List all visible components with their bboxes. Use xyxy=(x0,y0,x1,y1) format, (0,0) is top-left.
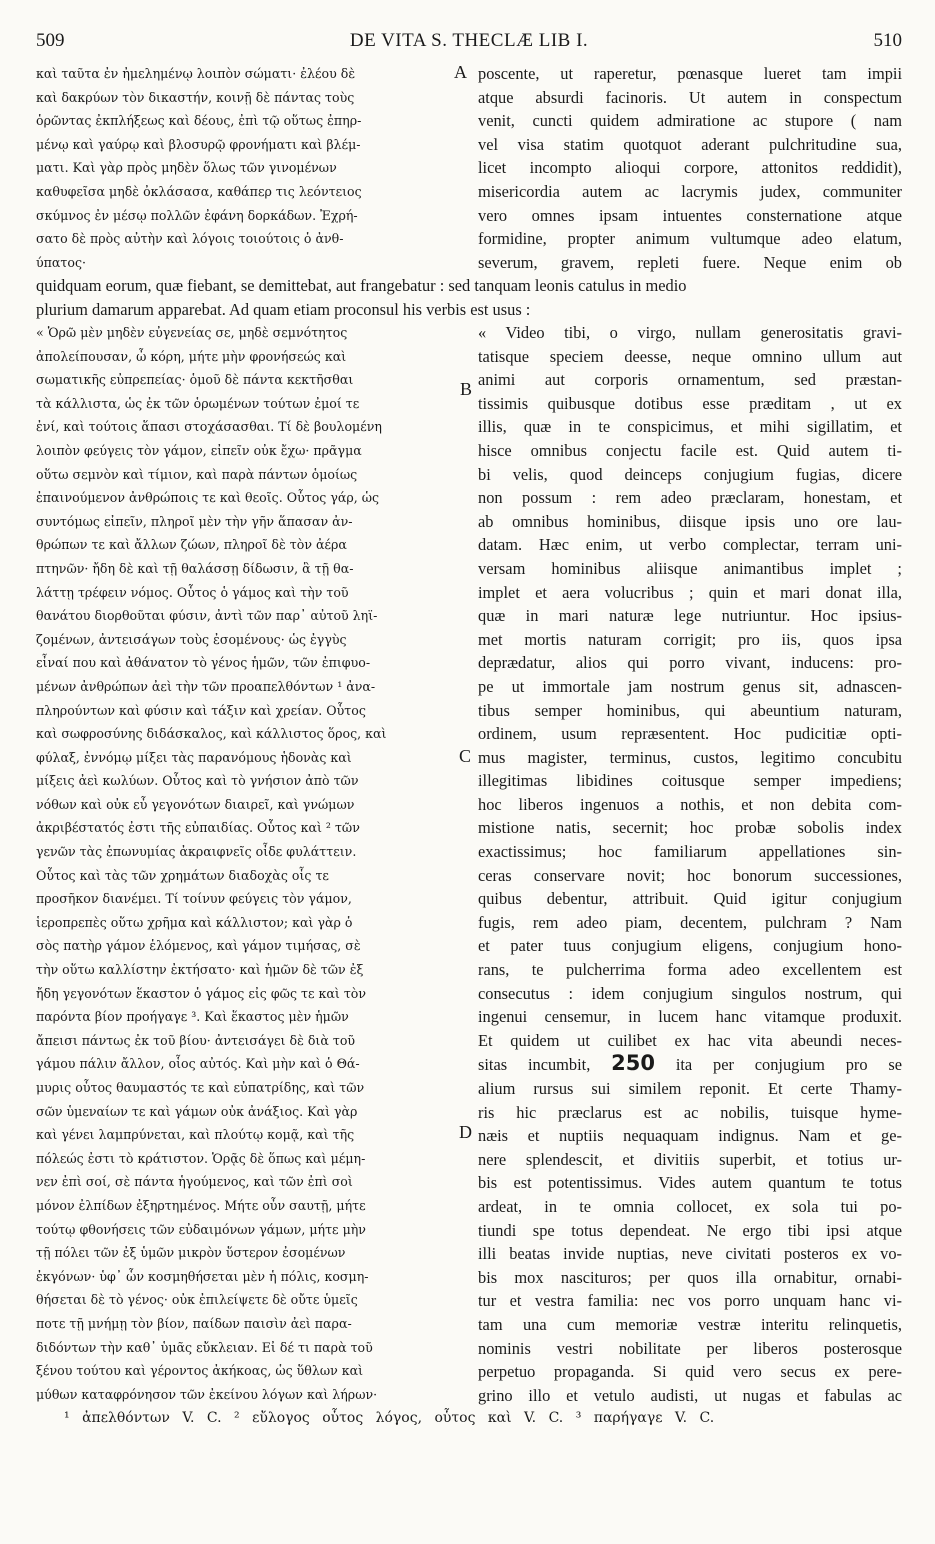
latin-line: rans, te pulcherrima forma adeo excellentem est xyxy=(478,960,902,980)
greek-line: ἀπολείπουσαν, ὦ κόρη, μήτε μὴν φρονήσεώς καὶ xyxy=(36,348,347,364)
latin-line: fugis, rem adeo piam, decentem, pulchram ? Nam xyxy=(478,912,902,932)
latin-line: bi velis, quod deinceps conjugium fugias, dicere xyxy=(478,464,902,484)
greek-line: νεν ἐπὶ σοί, σὲ πάντα ἡγούμενος, καὶ τῶν ἐπὶ σοὶ xyxy=(36,1174,353,1190)
greek-line: ποτε τῇ μνήμῃ τὸν βίον, παίδων παισὶν ἀεὶ παρα- xyxy=(36,1315,352,1331)
greek-line: καὶ γένει λαμπρύνεται, καὶ πλούτῳ κομᾷ, καὶ τῆς xyxy=(36,1127,355,1143)
latin-line: tissimis quibusque dotibus esse præditam , ut ex xyxy=(478,393,902,413)
greek-line: σωματικῆς εὐπρεπείας· ὁμοῦ δὲ πάντα κεκτῆσθαι xyxy=(36,372,354,388)
latin-line: poscente, ut raperetur, pœnasque lueret tam impii xyxy=(478,64,902,83)
greek-line: μόνον ἐλπίδων ἐξηρτημένος. Μήτε οὖν σαυτῇ, μήτε xyxy=(36,1197,366,1213)
greek-line: λοιπὸν φεύγεις τὸν γάμον, εἰπεῖν οὐκ ἔχω· πρᾶγμα xyxy=(36,442,362,458)
latin-line: tur et vestra familia: nec vos porro unquam hanc vi- xyxy=(478,1291,902,1311)
latin-line: venit, cuncti quidem admiratione ac stupore ( nam xyxy=(478,111,902,131)
greek-line: σῶν ὑμεναίων τε καὶ γάμων οὐκ ἀνάξιος. Καὶ γὰρ xyxy=(36,1103,358,1119)
latin-line: ordinem, usum repræsentent. Hoc pudicitiæ opti- xyxy=(478,724,902,744)
greek-line: προσῆκον διανέμει. Τί τοίνυν φεύγεις τὸν γάμον, xyxy=(36,891,352,907)
running-title: DE VITA S. THECLÆ LIB I. xyxy=(349,30,589,51)
latin-column-1 xyxy=(478,62,902,274)
page-number-right: 510 xyxy=(873,30,902,51)
greek-line: μύθων καταφρόνησον τῶν ἐκείνου λόγων καὶ λήρων· xyxy=(36,1386,378,1402)
greek-line: θρώπων τε καὶ ἄλλων ζώων, πληροῖ δὲ τὸν ἀέρα xyxy=(36,537,347,553)
greek-line: συντόμως εἰπεῖν, πληροῖ μὲν τὴν γῆν ἅπασαν ἀν- xyxy=(36,513,353,529)
page xyxy=(36,30,902,1433)
greek-line: θήσεται δὲ τὸ γένος· οὐκ ἐπιλείψετε δὲ οὔτε ὑμεῖς xyxy=(36,1292,358,1308)
latin-line: bis mox nascituros; per quos illa ornabitur, ornabi- xyxy=(478,1267,902,1287)
latin-line: licet incompto alioqui corpore, attonitos reddidit), xyxy=(478,158,902,178)
greek-line: ζομένων, ἀντεισάγων τοὺς ἐσομένους· ὡς ἐγγὺς xyxy=(36,631,347,647)
latin-column-2 xyxy=(478,321,902,1407)
latin-line: datam. Hæc enim, ut verbo complectar, terram uni- xyxy=(478,535,902,555)
latin-line-number: sitas incumbit, 250 ita per conjugium pro se xyxy=(478,1052,902,1076)
latin-line: vel visa statim quotquot aderant pulchritudine sua, xyxy=(478,134,902,154)
greek-line: μένων ἀνθρώπων ἀεὶ τὴν τῶν προαπελθόντων ¹ ἀνα- xyxy=(36,678,376,694)
footnotes: ¹ ἀπελθόντων V. C. ² εὔλογος οὗτος λόγος, οὗτος καὶ V. C. ³ παρήγαγε V. C. xyxy=(64,1410,715,1426)
greek-line: παρόντα βίον προήγαγε ³. Καὶ ἕκαστος μὲν ἡμῶν xyxy=(36,1009,349,1025)
greek-line: ἀκριβέστατός ἐστι τῆς εὐπαιδίας. Οὗτος καὶ ² τῶν xyxy=(36,820,360,836)
section-1 xyxy=(36,62,902,274)
latin-line: tam una cum memoriæ vestræ interitu relinquetis, xyxy=(478,1314,902,1334)
greek-line: μένῳ καὶ γαύρῳ καὶ βλοσυρῷ φρονήματι καὶ βλέμ- xyxy=(36,136,361,152)
greek-line: τῇ πόλει τῶν ἐξ ὑμῶν μικρὸν ὕστερον ἐσομένων xyxy=(36,1245,346,1261)
greek-line: γάμου πάλιν ἄλλον, οἷος αὐτός. Καὶ μὴν καὶ ὁ Θά- xyxy=(36,1056,360,1072)
latin-line: tatisque speciem deesse, neque omnino ullum aut xyxy=(478,346,902,366)
latin-line-with-number: Et quidem ut cuilibet ex hac vita abeundi neces- xyxy=(478,1030,902,1050)
greek-line: τὰ κάλλιστα, ὡς ἐκ τῶν ὁρωμένων τούτων ἐμοί τε xyxy=(36,395,360,411)
latin-line: illi beatas invide nuptias, neve civitati posteros ex vo- xyxy=(478,1244,902,1264)
full-width-lines xyxy=(36,274,902,321)
greek-line: ύπατος· xyxy=(36,254,87,270)
greek-line: φύλαξ, ἐννόμῳ μίξει τὰς παρανόμους ἡδονὰς καὶ xyxy=(36,749,352,765)
greek-column-2 xyxy=(36,321,466,1406)
latin-line: nominis vestri nobilitate per liberos posterosque xyxy=(478,1338,902,1358)
latin-line: nere splendescit, et divitiis superbit, et totius ur- xyxy=(478,1149,902,1169)
greek-line: ἐνί, καὶ τούτοις ἅπασι στοχάσασθαι. Τί δὲ βουλομένη xyxy=(36,419,382,435)
greek-line: ξένου τούτου καὶ γέροντος ἀκήκοας, ὡς ὕθλων καὶ xyxy=(36,1363,364,1379)
latin-line: ingenui censemur, in lucem hanc vitamque produxit. xyxy=(478,1007,902,1027)
greek-line: τούτῳ φθονήσεις τῶν εὐδαιμόνων γάμων, μήτε μὴν xyxy=(36,1221,366,1237)
greek-line: ἄπεισι πάντως ἐκ τοῦ βίου· ἀντεισάγει δὲ διὰ τοῦ xyxy=(36,1032,356,1048)
greek-line: θανάτου διορθοῦται φύσιν, ἀντὶ τῶν παρ᾽ αὐτοῦ ληϊ- xyxy=(36,608,378,624)
latin-line: tiundi spe totus dependeat. Ne ergo tibi ipsi atque xyxy=(478,1220,902,1240)
latin-line: met mortis naturam corrigit; pro iis, quos ipsa xyxy=(478,629,902,649)
greek-line: εἶναί που καὶ ἀθάνατον τὸ γένος ἡμῶν, τῶν ἐπιφυο- xyxy=(36,655,371,671)
greek-line: σὸς πατὴρ γάμον ἑλόμενος, καὶ γάμον τιμήσας, σὲ xyxy=(36,938,361,954)
greek-line: τὴν οὕτω καλλίστην ἐκτήσατο· καὶ ἡμῶν δὲ τῶν ἐξ xyxy=(36,962,364,978)
latin-line: et pater tuus conjugium eligens, conjugium hono- xyxy=(478,936,902,956)
latin-line: quæ in mari naturæ lege nutriuntur. Hoc ipsius- xyxy=(478,606,902,626)
latin-line: atque absurdi facinoris. Ut autem in conspectum xyxy=(478,87,902,107)
latin-line: implet et aera volucribus ; quin et mari donat illa, xyxy=(478,582,902,602)
greek-line: λάττῃ τρέφειν νόμος. Οὗτος ὁ γάμος καὶ τὴν τοῦ xyxy=(36,584,349,600)
latin-line: næis et nuptiis nequaquam indignus. Nam et ge- xyxy=(478,1126,902,1146)
latin-line: animi aut corporis ornamentum, sed præstan- xyxy=(478,370,902,390)
latin-line: mus magister, terminus, custos, legitimo concubitu xyxy=(478,747,902,767)
greek-line: καθυφεῖσα μηδὲ ὀκλάσασα, καθάπερ τις λεόντειος xyxy=(36,183,362,199)
margin-marker-b: B xyxy=(460,379,473,399)
greek-line: νόθων καὶ οὐκ εὖ γεγονότων διαιρεῖ, καὶ γνώμων xyxy=(36,796,355,812)
latin-line: tibus semper hominibus, qui abeuntium naturam, xyxy=(478,700,902,720)
latin-line: « Video tibi, o virgo, nullam generositatis gravi- xyxy=(478,323,902,342)
greek-line: ματι. Καὶ γὰρ πρὸς μηδὲν ὅλως τῶν γινομένων xyxy=(36,160,337,176)
greek-line: οὕτω σεμνὸν καὶ τίμιον, καὶ παρὰ πάντων ὁμοίως xyxy=(36,466,358,482)
latin-line: consecutus : idem conjugium singulos nostrum, qui xyxy=(478,983,902,1003)
column-number: 250 xyxy=(611,1052,655,1076)
latin-line: pe ut immortale jam nostrum genus sit, adnascen- xyxy=(478,676,902,696)
latin-line: formidine, propter animum vultumque adeo elatum, xyxy=(478,229,902,249)
latin-line: ardeat, in te omnia collocet, ex sola tui po- xyxy=(478,1196,902,1216)
greek-line: ἐκγόνων· ὑφ᾽ ὧν κοσμηθήσεται μὲν ἡ πόλις, κοσμη- xyxy=(36,1268,369,1284)
greek-line: γενῶν τὰς ἐπωνυμίας ἀκραιφνεῖς οἶδε φυλάττειν. xyxy=(36,844,357,860)
greek-line: ἱεροπρεπὲς οὕτω χρῆμα καὶ κάλλιστον; καὶ γὰρ ὁ xyxy=(36,914,353,930)
latin-line: ab omnibus hominibus, diisque ipsis uno ore lau- xyxy=(478,511,902,531)
latin-line: severum, gravem, repleti fuere. Neque enim ob xyxy=(478,252,902,272)
greek-line: ἤδη γεγονότων ἕκαστον ὁ γάμος εἰς φῶς τε καὶ τὸν xyxy=(36,985,367,1001)
margin-marker-a: A xyxy=(454,62,467,82)
greek-line: ὁρῶντας ἐκπλήξεως καὶ δέους, ἐπὶ τῷ οὕτως ἐπηρ- xyxy=(36,113,362,129)
latin-line: ris hic præclarus est ac nobilis, tuisque hyme- xyxy=(478,1102,902,1122)
greek-line: « Ὁρῶ μὲν μηδὲν εὐγενείας σε, μηδὲ σεμνότητος xyxy=(36,325,348,340)
latin-line: exactissimus; hoc familiarum appellationes sin- xyxy=(478,842,902,862)
latin-line: mistione natis, secernit; hoc probæ sobolis index xyxy=(478,818,902,838)
latin-line: illis, quæ in te conspicimus, et mihi sigillatim, et xyxy=(478,417,902,437)
greek-line: καὶ ταῦτα ἐν ἠμελημένῳ λοιπὸν σώματι· ἐλέου δὲ xyxy=(36,66,356,81)
margin-marker-d: D xyxy=(459,1122,472,1142)
greek-line: πτηνῶν· ἤδη δὲ καὶ τῇ θαλάσσῃ δίδωσιν, ἃ τῇ θα- xyxy=(36,560,354,576)
latin-line: deprædatur, alios qui porro vivant, inducens: pro- xyxy=(478,653,902,673)
margin-marker-c: C xyxy=(459,746,472,766)
greek-line: Οὗτος καὶ τὰς τῶν χρημάτων διαδοχὰς οἷς τε xyxy=(36,867,329,883)
latin-line: vero omnes ipsam intuentes consternatione atque xyxy=(478,205,902,225)
greek-line: πληρούντων καὶ φύσιν καὶ τάξιν καὶ χρείαν. Οὗτος xyxy=(36,702,366,718)
full-width-line: quidquam eorum, quæ fiebant, se demittebat, aut frangebatur : sed tanquam leonis catulus in medio xyxy=(36,276,687,295)
latin-line: ceras conservare novit; hoc bonorum successiones, xyxy=(478,865,902,885)
latin-line: versam hominibus aliisque animantibus implet ; xyxy=(478,558,902,578)
full-width-line: plurium damarum apparebat. Ad quam etiam proconsul his verbis est usus : xyxy=(36,299,531,319)
greek-line: διδόντων τὴν καθ᾽ ὑμᾶς εὔκλειαν. Εἰ δέ τι παρὰ τοῦ xyxy=(36,1339,373,1355)
latin-line: illegitimas libidines coitusque semper impediens; xyxy=(478,771,902,791)
greek-line: πόλεώς ἐστι τὸ κράτιστον. Ὁρᾷς δὲ ὅπως καὶ μέμη- xyxy=(36,1150,366,1166)
greek-line: μυρις οὗτος θαυμαστός τε καὶ εὐπατρίδης, καὶ τῶν xyxy=(36,1080,365,1095)
latin-line: perpetuo propaganda. Si quid vero secus ex pere- xyxy=(478,1362,902,1382)
latin-line: bis est potentissimus. Vides autem quantum te totus xyxy=(478,1173,902,1193)
greek-line: σκύμνος ἐν μέσῳ πολλῶν ἐφάνη δορκάδων. Ἐχρή- xyxy=(36,207,358,223)
latin-line: grino illo et vetulo audisti, ut nugas et fabulas ac xyxy=(478,1385,902,1405)
greek-column-1 xyxy=(36,62,466,274)
latin-line: hisce omnibus conjectu facile est. Quid autem ti- xyxy=(478,440,902,460)
page-header xyxy=(36,30,902,62)
latin-line: hoc liberos ingenuos a nothis, et non debita com- xyxy=(478,794,902,814)
latin-line: misericordia autem ac lacrymis judex, communiter xyxy=(478,181,902,201)
greek-line: ἐπαινούμενον ἀνθρώποις τε καὶ θεοῖς. Οὗτος γάρ, ὡς xyxy=(36,490,380,506)
section-2 xyxy=(36,321,902,1433)
greek-line: σατο δὲ πρὸς αὐτὴν καὶ λόγοις τοιούτοις ὁ ἀνθ- xyxy=(36,231,344,247)
page-number-left: 509 xyxy=(36,30,65,51)
greek-line: καὶ σωφροσύνης διδάσκαλος, καὶ κάλλιστος ὅρος, καὶ xyxy=(36,726,387,742)
latin-line: quibus debentur, attribuit. Quid igitur conjugium xyxy=(478,889,902,909)
latin-line: alium rursus sui similem reponit. Et certe Thamy- xyxy=(478,1079,902,1098)
greek-line: μίξεις ἀεὶ κωλύων. Οὗτος καὶ τὸ γνήσιον ἀπὸ τῶν xyxy=(36,773,359,789)
greek-line: καὶ δακρύων τὸν δικαστήν, κοινῇ δὲ πάντας τοὺς xyxy=(36,89,355,105)
latin-line: non possum : rem adeo præclaram, honestam, et xyxy=(478,488,902,508)
